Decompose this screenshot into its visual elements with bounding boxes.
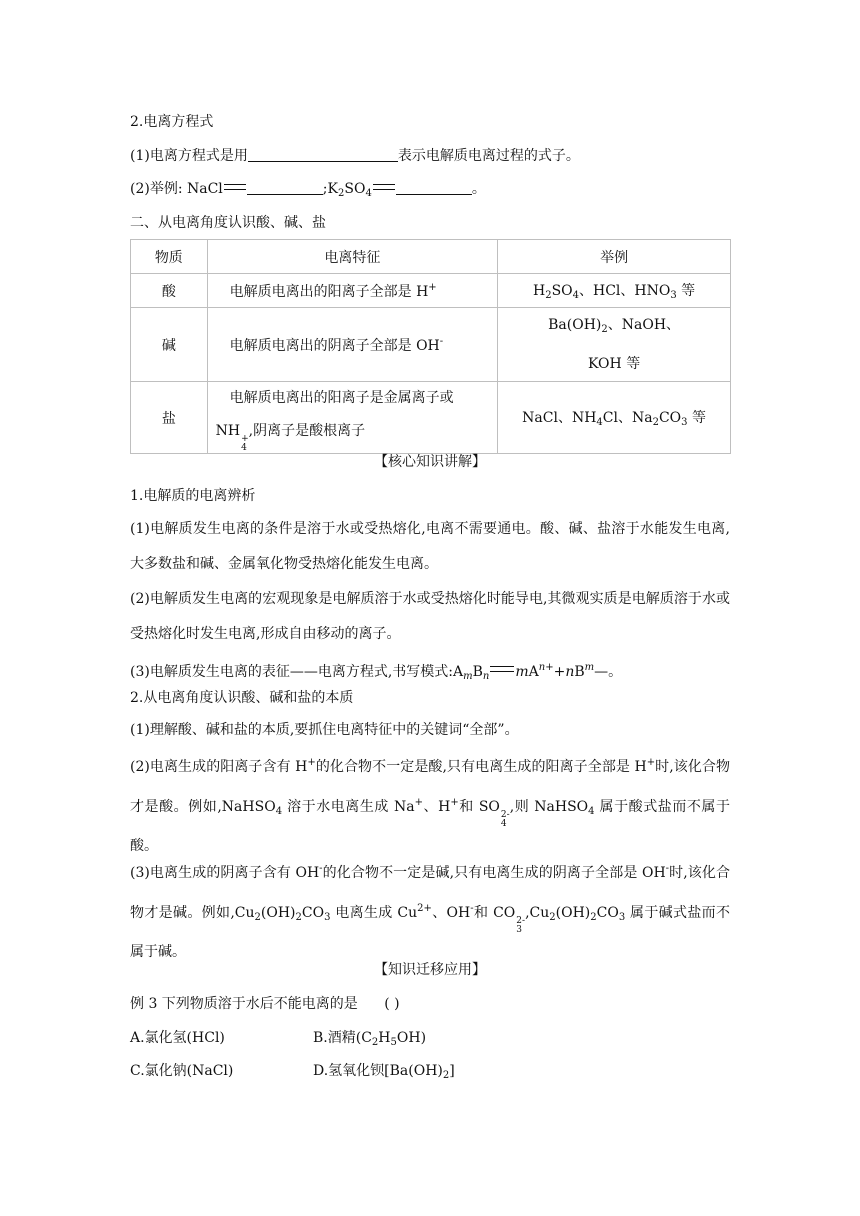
feature-cell: 电解质电离出的阴离子全部是 OH-	[207, 308, 498, 382]
s2-item-1: (1)电离方程式是用 表示电解质电离过程的式子。	[130, 148, 580, 164]
header-cell: 举例	[498, 240, 731, 274]
option-b[interactable]: B.酒精$(C_2H_5OH)$	[313, 1030, 427, 1048]
core-knowledge-heading: 【核心知识讲解】	[374, 454, 486, 470]
table-row-salt	[131, 382, 731, 454]
acid-base-salt-table	[130, 239, 731, 454]
answer-blank-2[interactable]	[247, 180, 323, 195]
s2-item-2: (2)举例: NaCl $;K_2SO_4$ 。	[130, 181, 486, 199]
part-2-title: 二、从电离角度认识酸、碱、盐	[130, 215, 326, 231]
answer-parentheses[interactable]: ( )	[384, 996, 400, 1012]
example-cell: $H_2SO_4$、HCl、$HNO_3$ 等	[498, 274, 731, 308]
answer-blank-3[interactable]	[396, 180, 472, 195]
question-stem: 例 3 下列物质溶于水后不能电离的是 ( )	[130, 996, 400, 1012]
k2-title: 2.从电离角度认识酸、碱和盐的本质	[130, 690, 354, 706]
equals-arrow	[490, 666, 514, 672]
k1-title: 1.电解质的电离辨析	[130, 488, 256, 504]
equals-arrow	[224, 184, 246, 190]
k2-paragraph-3: (3)电离生成的阴离子含有 OH-的化合物不一定是碱,只有电离生成的阴离子全部是 OH-时,该化合物才是碱。例如$,Cu_2(OH)_2CO_3$ 电离生成 $Cu^{2+}$、OH-和 CO 2- 3 $,Cu_2(OH)_2CO_3$ 属于碱式盐而不属于碱。	[130, 863, 730, 960]
table-header-row	[131, 240, 731, 274]
option-c[interactable]: C.氯化钠(NaCl)	[130, 1063, 234, 1079]
feature-cell: 电解质电离出的阳离子全部是 H+	[207, 274, 498, 308]
example-cell: $Ba(OH)_2$、NaOH、 KOH 等	[498, 308, 731, 382]
substance-cell: 酸	[131, 274, 208, 308]
k1-paragraph-2: (2)电解质发生电离的宏观现象是电解质溶于水或受热熔化时能导电,其微观实质是电解质溶于水或受热熔化时发生电离,形成自由移动的离子。	[130, 591, 730, 642]
answer-blank-1[interactable]	[248, 147, 398, 162]
equals-arrow	[373, 184, 395, 190]
feature-cell: 电解质电离出的阳离子是金属离子或 NH + 4 ,阴离子是酸根离子	[207, 382, 498, 454]
table-row-acid	[131, 274, 731, 308]
k2-paragraph-2: (2)电离生成的阳离子含有 H+的化合物不一定是酸,只有电离生成的阳离子全部是 H+时,该化合物才是酸。例如,NaHSO$_4$ 溶于水电离生成 Na+、H+和 SO 2- 4 ,则 NaHSO$_4$ 属于酸式盐而不属于酸。	[130, 757, 730, 854]
substance-cell: 盐	[131, 382, 208, 454]
table-row-base	[131, 308, 731, 382]
option-d[interactable]: D.氢氧化钡$[Ba(OH)_2]$	[313, 1063, 455, 1081]
example-cell: NaCl、$NH_4Cl$、$Na_2CO_3$ 等	[498, 382, 731, 454]
option-a[interactable]: A.氯化氢(HCl)	[130, 1030, 225, 1046]
header-cell: 物质	[131, 240, 208, 274]
section-2-title: 2.电离方程式	[130, 114, 214, 130]
k1-paragraph-3: (3)电解质发生电离的表征——电离方程式,书写模式$:A_mB_n$ $mA^{n+}+nB^m—$。	[130, 662, 623, 682]
header-cell: 电离特征	[207, 240, 498, 274]
substance-cell: 碱	[131, 308, 208, 382]
k1-paragraph-1: (1)电解质发生电离的条件是溶于水或受热熔化,电离不需要通电。酸、碱、盐溶于水能发生电离,大多数盐和碱、金属氧化物受热熔化能发生电离。	[130, 521, 730, 572]
k2-paragraph-1: (1)理解酸、碱和盐的本质,要抓住电离特征中的关键词“全部”。	[130, 722, 519, 738]
application-heading: 【知识迁移应用】	[374, 962, 486, 978]
